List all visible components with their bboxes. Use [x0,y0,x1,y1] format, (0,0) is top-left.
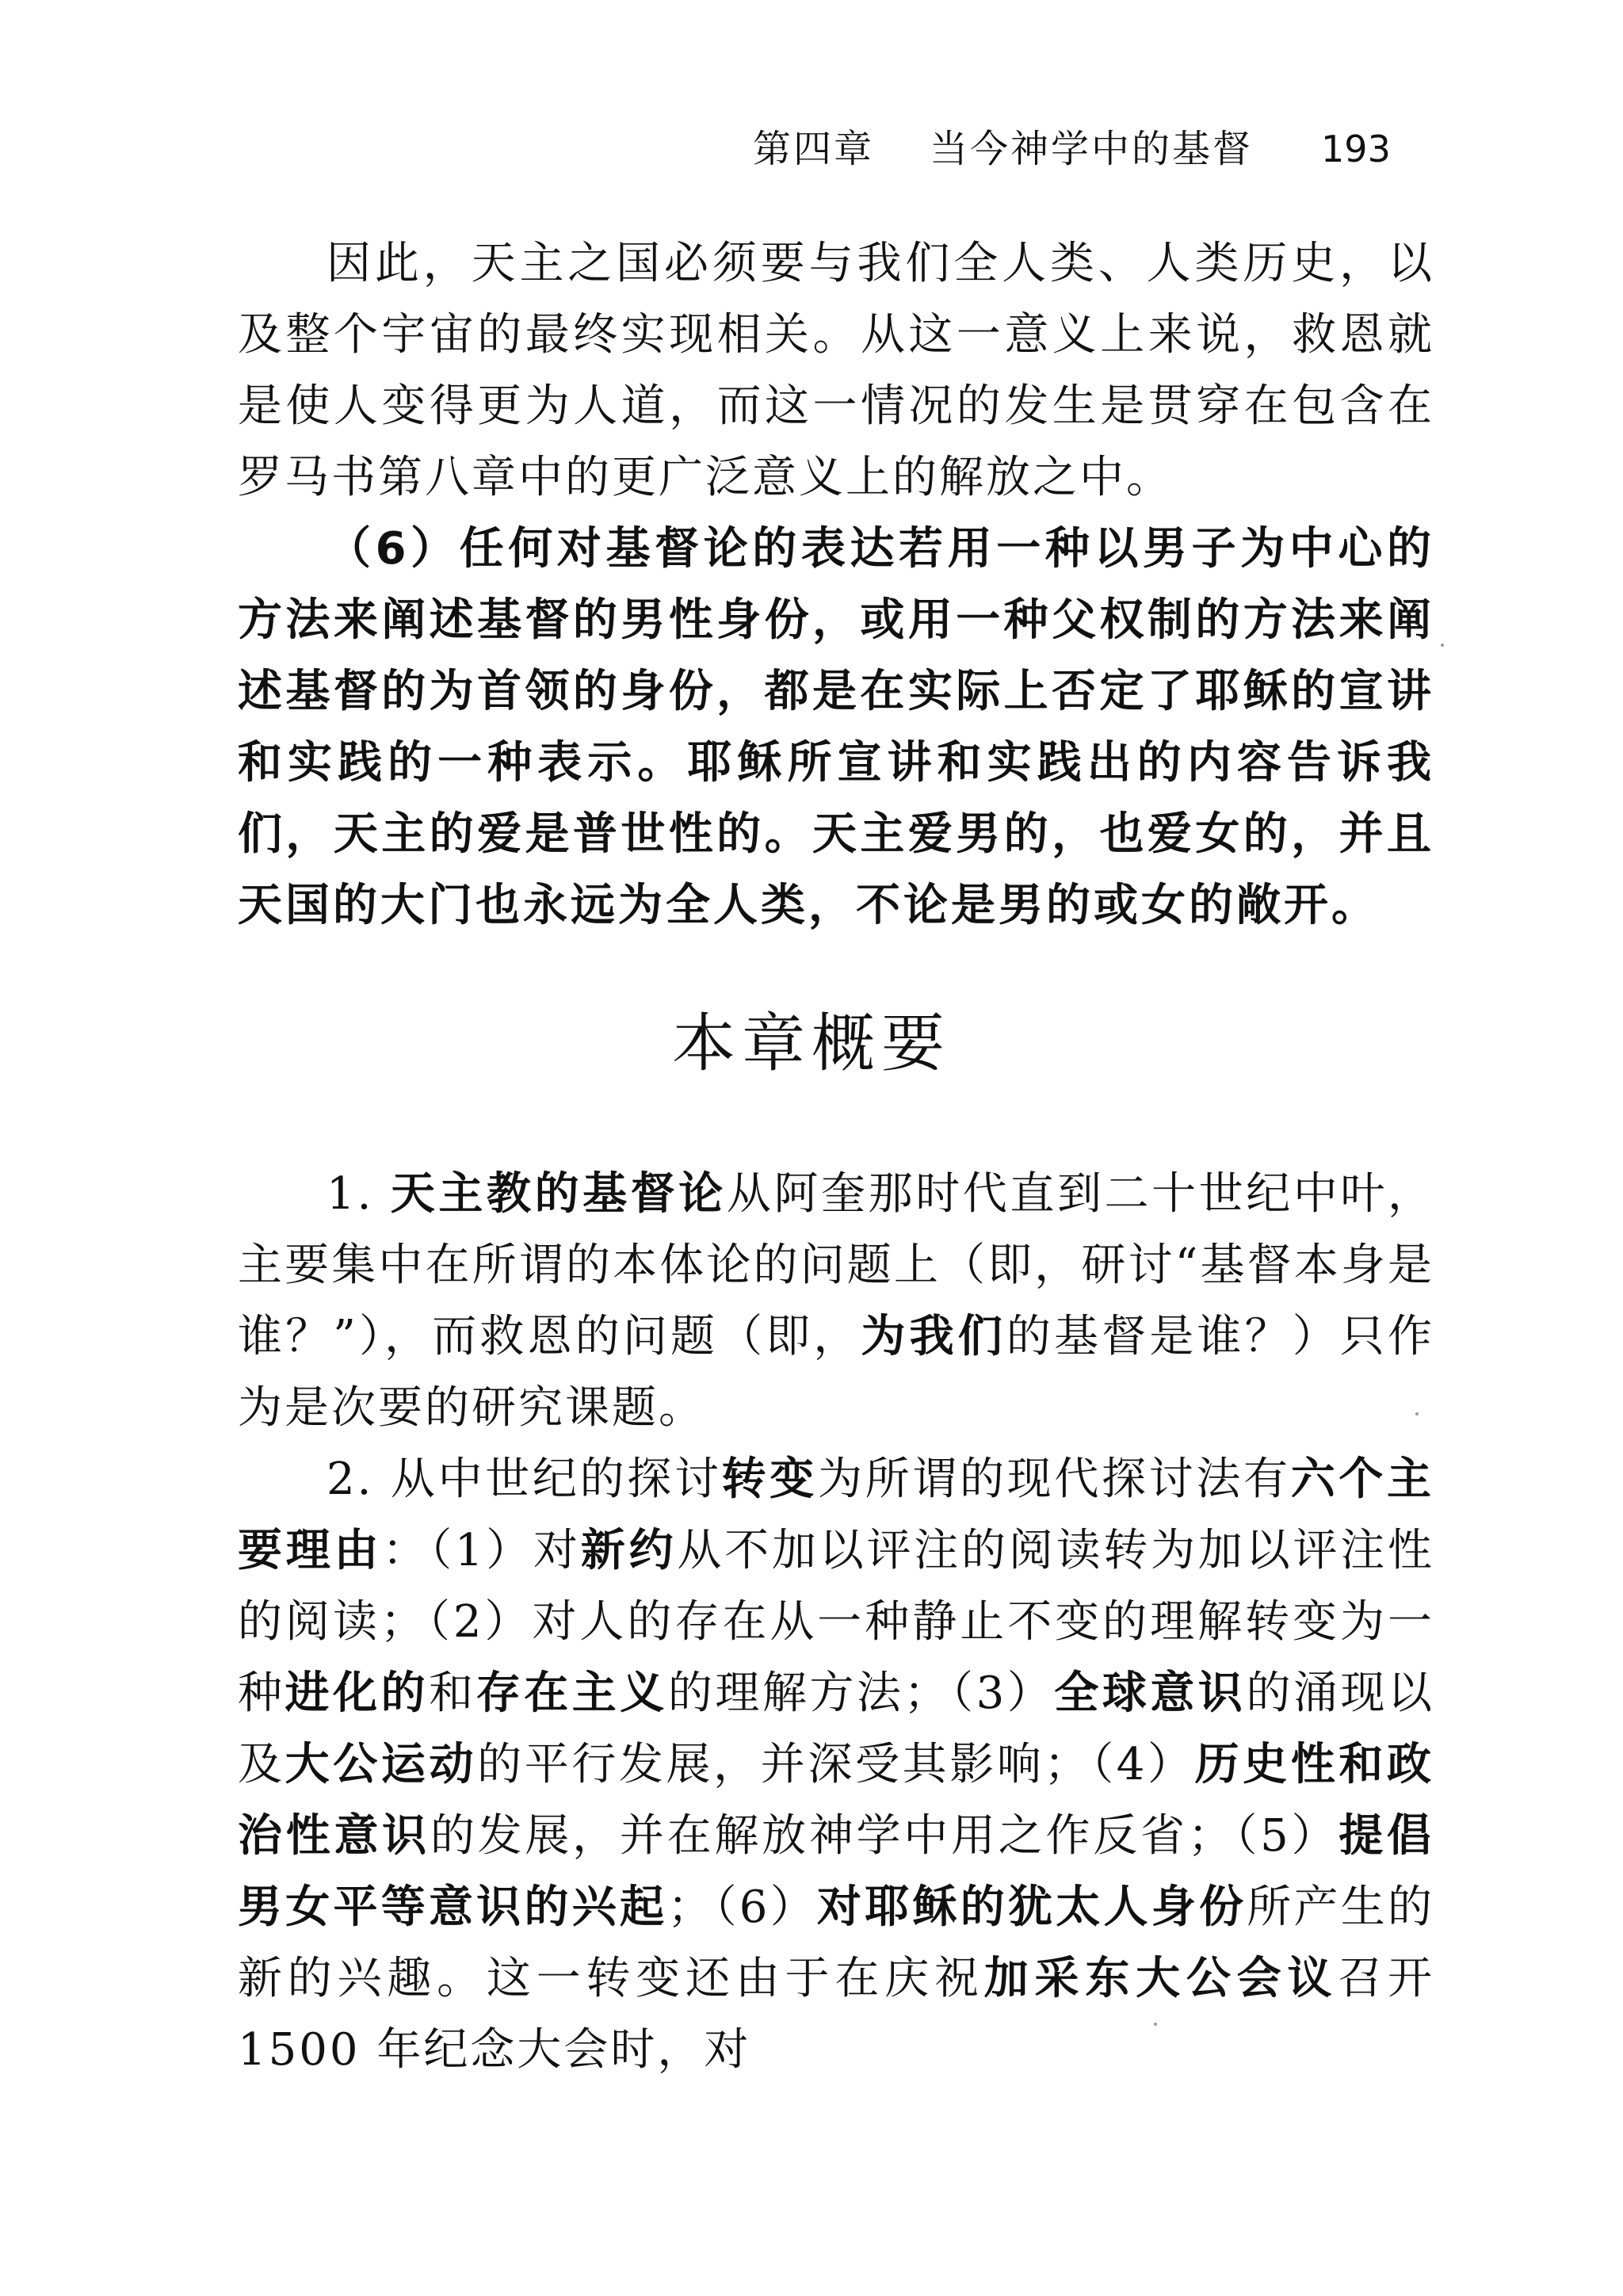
bold-term: 对耶稣的犹太人身份 [816,1881,1247,1933]
header-chapter-label: 第四章 [753,127,875,171]
text-segment: 的理解方法；（3） [667,1668,1055,1719]
text-segment: 召开 1500 年纪念大会时，对 [238,1953,1435,2076]
text-segment: 的发展，并在解放神学中用之作反省；（5） [430,1810,1339,1862]
summary-item-text [238,1159,1434,1444]
text-segment: 从阿奎那时代直到二十世纪中叶，主要集中在所谓的本体论的问题上（即，研讨“基督本身是谁？”），而救恩的问题（即， [238,1168,1435,1362]
text-segment: 的基督是谁？）只作为是次要的研究课题。 [238,1311,1434,1434]
section-heading: 本章概要 [672,1007,951,1080]
text-segment: 和 [429,1668,476,1719]
text-segment: 所产生的新的兴趣。这一转变还由于在庆祝 [238,1881,1435,2004]
bold-thesis-text: （6）任何对基督论的表达若用一种以男子为中心的方法来阐述基督的男性身份，或用一种父权制的方法来阐述基督的为首领的身份，都是在实际上否定了耶稣的宣讲和实践的一种表示。耶稣所宣讲和实践出的内容告诉我们，天主的爱是普世性的。天主爱男的，也爱女的，并且天国的大门也永远为全人类，不论是男的或女的敞开。 [238,523,1434,931]
bold-term: 天主教的基督论 [390,1168,727,1220]
scan-speck [1154,2023,1157,2026]
text-segment: 为所谓的现代探讨法有 [817,1454,1291,1505]
bold-term: 为我们 [861,1311,1006,1362]
text-segment: 的平行发展，并深受其影响；（4） [477,1739,1195,1790]
summary-item-text [238,1444,1434,2086]
bold-term: 存在主义 [475,1668,668,1719]
running-header [753,117,1434,181]
item-number: 1. [327,1168,374,1220]
bold-term: 历史性和政治性意识 [238,1739,1435,1862]
bold-term: 加采东大公会议 [983,1953,1338,2004]
bold-term: 全球意识 [1054,1668,1247,1719]
bold-term: 大公运动 [285,1739,478,1790]
text-segment: ：（1）对 [382,1525,581,1576]
summary-item-1 [238,1159,1434,1444]
paragraph-thesis-6 [238,514,1434,942]
item-number: 2. [327,1454,374,1505]
scan-speck [1441,644,1444,647]
text-segment: 从中世纪的探讨 [390,1454,722,1505]
text-segment: 从不加以评注的阅读转为加以评注性的阅读；（2）对人的存在从一种静止不变的理解转变为一种 [238,1525,1435,1719]
bold-term: 进化的 [285,1668,430,1719]
bold-term: 提倡男女平等意识的兴起 [238,1810,1434,1933]
bold-term: 新约 [580,1525,678,1576]
scan-speck [1415,1412,1419,1415]
summary-item-2 [238,1444,1434,2086]
header-chapter-title: 当今神学中的基督 [930,127,1254,171]
page-number: 193 [1321,128,1391,170]
bold-term: 转变 [721,1454,818,1505]
paragraph-kingdom-of-god [238,228,1434,514]
text-segment: 的涌现以及 [238,1668,1435,1790]
bold-term: 六个主要理由 [238,1454,1435,1576]
text-segment: ；（6） [667,1881,817,1933]
paragraph-text: 因此，天主之国必须要与我们全人类、人类历史，以及整个宇宙的最终实现相关。从这一意义上来说，救恩就是使人变得更为人道，而这一情况的发生是贯穿在包含在罗马书第八章中的更广泛意义上的解放之中。 [238,238,1434,503]
